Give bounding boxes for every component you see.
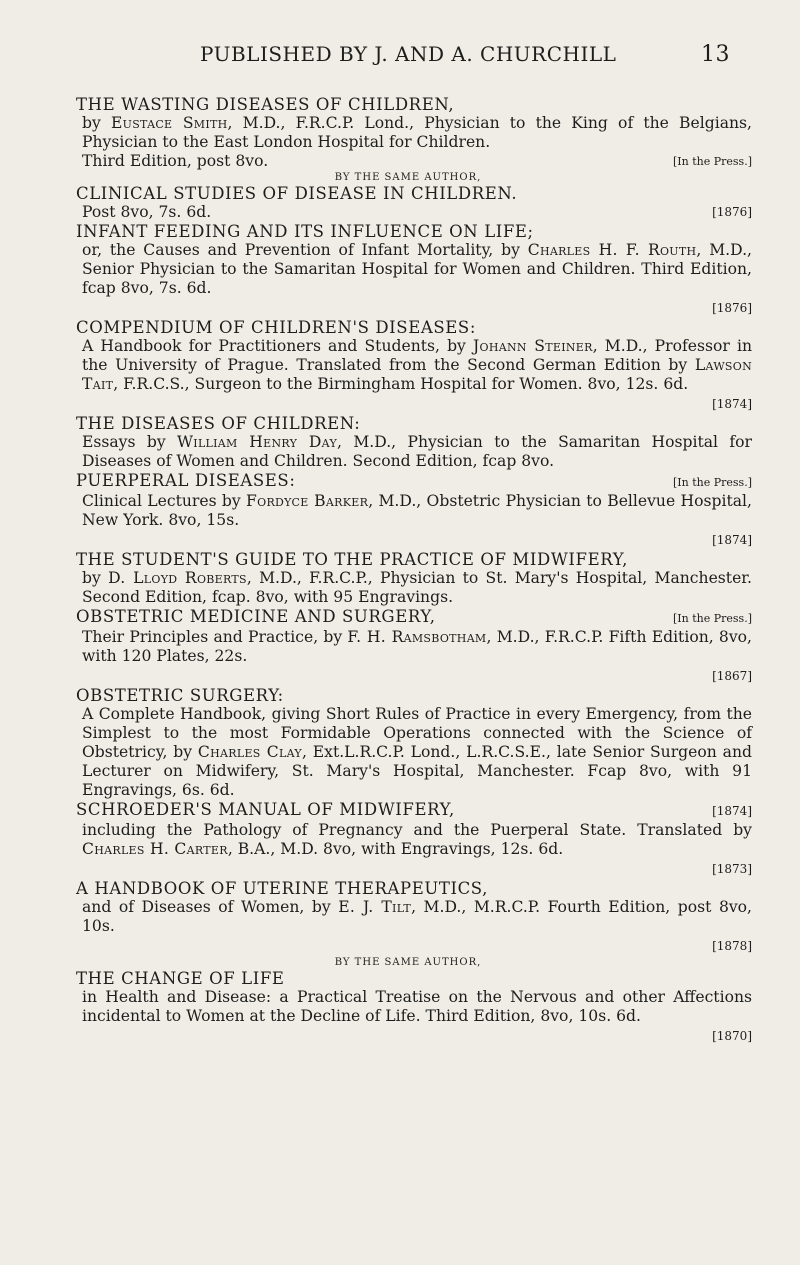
author-name: F. H. Ramsbotham: [347, 628, 487, 646]
catalogue-entry: [64, 222, 752, 318]
entry-title: THE WASTING DISEASES OF CHILDREN,: [76, 95, 455, 114]
entry-description: including the Pathology of Pregnancy and the Puerperal State. Translated by Charles H. Carter, B.A., M.D. 8vo, with Engravings, 12s. 6d.: [82, 821, 752, 858]
same-author-byline: BY THE SAME AUTHOR,: [334, 172, 482, 183]
author-name: Charles H. F. Routh: [527, 241, 697, 259]
page-number: 13: [701, 42, 730, 67]
entry-description: by D. Lloyd Roberts, M.D., F.R.C.P., Physician to St. Mary's Hospital, Manchester. Second Edition, fcap. 8vo, with 95 Engravings.: [82, 569, 752, 606]
author-name: Fordyce Barker: [246, 492, 369, 510]
catalogue-entry: [64, 318, 752, 414]
entry-description: and of Diseases of Women, by E. J. Tilt, M.D., M.R.C.P. Fourth Edition, post 8vo, 10s.: [82, 898, 753, 935]
publication-year: [1870]: [712, 1029, 752, 1043]
entry-description: Essays by William Henry Day, M.D., Physician to the Samaritan Hospital for Diseases of Women and Children. Second Edition, fcap 8vo.: [82, 433, 752, 470]
catalogue-entry: [64, 95, 752, 171]
publication-year: [1874]: [712, 804, 752, 818]
entry-edition: Third Edition, post 8vo.: [82, 152, 269, 170]
entry-title: THE STUDENT'S GUIDE TO THE PRACTICE OF MIDWIFERY,: [76, 550, 628, 569]
entry-title: CLINICAL STUDIES OF DISEASE IN CHILDREN.: [76, 184, 518, 203]
entry-description: Clinical Lectures by Fordyce Barker, M.D., Obstetric Physician to Bellevue Hospital, New York. 8vo, 15s.: [82, 492, 752, 529]
press-note: [In the Press.]: [673, 155, 752, 168]
entry-description: in Health and Disease: a Practical Treatise on the Nervous and other Affections incidental to Women at the Decline of Life. Third Edition, 8vo, 10s. 6d.: [82, 988, 752, 1025]
entry-title: PUERPERAL DISEASES:: [76, 471, 296, 490]
publication-year: [1874]: [712, 533, 752, 547]
author-name: Eustace Smith: [110, 114, 228, 132]
entry-title: A HANDBOOK OF UTERINE THERAPEUTICS,: [76, 879, 488, 898]
catalogue-listing: [64, 95, 752, 1046]
entry-title: THE DISEASES OF CHILDREN:: [76, 414, 361, 433]
catalogue-entry: [64, 607, 752, 686]
catalogue-entry: [64, 879, 752, 956]
same-author-byline: BY THE SAME AUTHOR,: [334, 957, 482, 968]
publication-year: [1878]: [712, 939, 752, 953]
catalogue-entry: [64, 686, 752, 800]
running-title: PUBLISHED BY J. AND A. CHURCHILL: [200, 42, 617, 66]
publication-year: [1876]: [712, 301, 752, 315]
entry-description: Their Principles and Practice, by F. H. Ramsbotham, M.D., F.R.C.P. Fifth Edition, 8vo, with 120 Plates, 22s.: [82, 628, 753, 665]
author-name: Charles H. Carter: [82, 840, 228, 858]
publication-year: [1873]: [712, 862, 752, 876]
author-name: Charles Clay: [197, 743, 302, 761]
entry-title: COMPENDIUM OF CHILDREN'S DISEASES:: [76, 318, 476, 337]
author-name: D. Lloyd Roberts: [108, 569, 247, 587]
catalogue-entry: [64, 800, 752, 879]
entry-edition: Post 8vo, 7s. 6d.: [82, 203, 212, 221]
catalogue-entry: [64, 957, 752, 1046]
entry-description: A Handbook for Practitioners and Students, by Johann Steiner, M.D., Professor in the University of Prague. Translated from the Second German Edition by Lawson Tait, F.R.C.S., Surgeon to the Birmingham Hospital for Women. 8vo, 12s. 6d.: [82, 337, 752, 393]
catalogue-entry: [64, 414, 752, 471]
catalogue-entry: [64, 471, 752, 550]
author-name: Johann Steiner: [473, 337, 593, 355]
entry-title: INFANT FEEDING AND ITS INFLUENCE ON LIFE;: [76, 222, 534, 241]
author-name: E. J. Tilt: [338, 898, 412, 916]
entry-title: OBSTETRIC SURGERY:: [76, 686, 284, 705]
catalogue-entry: [64, 550, 752, 607]
entry-title: THE CHANGE OF LIFE: [76, 969, 285, 988]
press-note: [In the Press.]: [673, 612, 752, 625]
publication-year: [1867]: [712, 669, 752, 683]
entry-description: by Eustace Smith, M.D., F.R.C.P. Lond., Physician to the King of the Belgians, Physician to the East London Hospital for Children.: [82, 114, 752, 151]
entry-title: OBSTETRIC MEDICINE AND SURGERY,: [76, 607, 436, 626]
translator-name: Lawson Tait: [82, 356, 752, 393]
entry-description: A Complete Handbook, giving Short Rules of Practice in every Emergency, from the Simplest to the most Formidable Operations connected with the Science of Obstetricy, by Charles Clay, Ext.L.R.C.P. Lond., L.R.C.S.E., late Senior Surgeon and Lecturer on Midwifery, St. Mary's Hospital, Manchester. Fcap 8vo, with 91 Engravings, 6s. 6d.: [82, 705, 752, 799]
press-note: [In the Press.]: [673, 476, 752, 489]
publication-year: [1876]: [712, 205, 752, 219]
author-name: William Henry Day: [176, 433, 338, 451]
publication-year: [1874]: [712, 397, 752, 411]
entry-description: or, the Causes and Prevention of Infant Mortality, by Charles H. F. Routh, M.D., Senior Physician to the Samaritan Hospital for Women and Children. Third Edition, fcap 8vo, 7s. 6d.: [82, 241, 752, 297]
entry-title: SCHROEDER'S MANUAL OF MIDWIFERY,: [76, 800, 455, 819]
catalogue-entry: [64, 172, 752, 222]
